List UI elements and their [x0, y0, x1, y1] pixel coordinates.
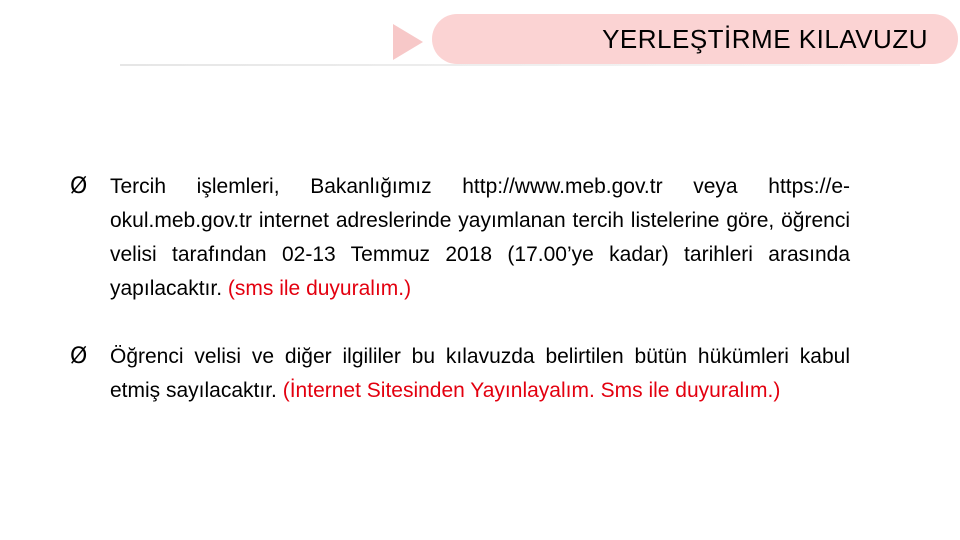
bullet-item-1: [70, 170, 850, 306]
bullet-text-2: [110, 340, 850, 408]
content-list: [70, 170, 850, 408]
bullet-item-2: [70, 340, 850, 408]
title-banner: [432, 14, 958, 64]
arrow-right-icon: [393, 24, 423, 60]
bullet-body-1: Tercih işlemleri, Bakanlığımız http://www.meb.gov.tr veya https://e-okul.meb.gov.tr internet adreslerinde yayımlanan tercih listelerine göre, öğrenci velisi tarafından 02-13 Temmuz 2018 (17.00’ye kadar) tarihleri arasında yapılacaktır.: [110, 175, 850, 300]
arrowhead-bullet-icon: Ø: [70, 344, 88, 369]
bullet-text-1: [110, 170, 850, 306]
page-title: YERLEŞTİRME KILAVUZU: [602, 24, 928, 54]
arrowhead-bullet-icon: Ø: [70, 174, 88, 199]
bullet-body-2: Öğrenci velisi ve diğer ilgililer bu kılavuzda belirtilen bütün hükümleri kabul etmiş sayılacaktır.: [110, 345, 850, 402]
bullet-note-1: (sms ile duyuralım.): [227, 277, 412, 300]
header-divider: [120, 64, 920, 66]
bullet-note-2: (İnternet Sitesinden Yayınlayalım. Sms ile duyuralım.): [282, 379, 781, 402]
